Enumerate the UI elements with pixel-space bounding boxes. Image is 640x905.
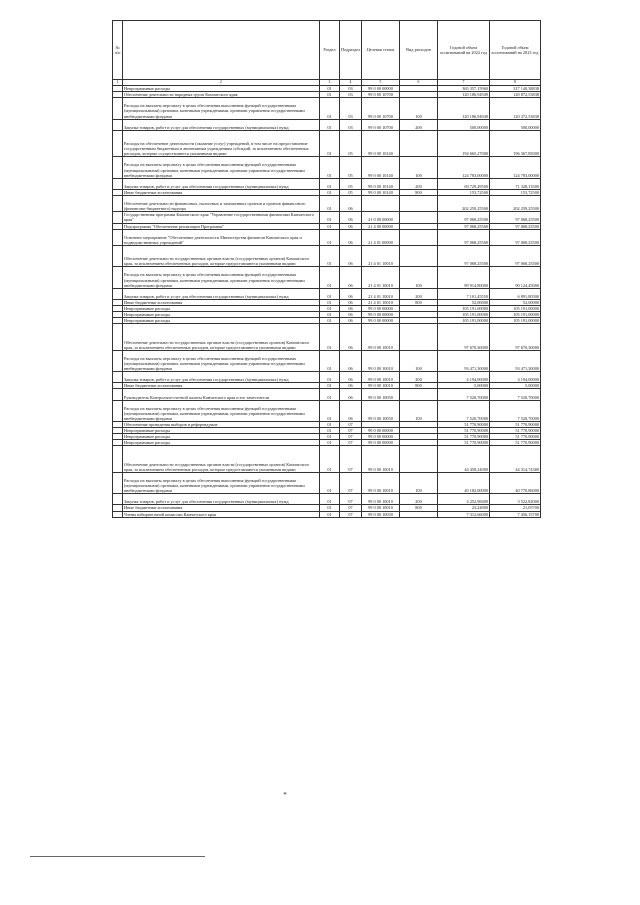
cell-section: 01: [320, 350, 340, 371]
cell-number: [113, 119, 123, 130]
cell-name: Закупка товаров, работ и услуг для обеспечения государственных (муниципальных) нужд: [123, 288, 320, 299]
cell-section: 01: [320, 299, 340, 305]
cell-kind: [400, 245, 438, 266]
cell-section: 01: [320, 428, 340, 434]
cell-target: 21 4 01 00000: [362, 229, 400, 245]
cell-subsection: 06: [340, 389, 362, 400]
cell-name: Непрограммные расходы: [123, 318, 320, 324]
cell-kind: [400, 196, 438, 212]
cell-2023: 120 872,53838: [490, 92, 541, 98]
cell-2023: 21,05700: [490, 505, 541, 511]
cell-target: 99 0 00 10010: [362, 350, 400, 371]
table-row: [113, 299, 541, 305]
cell-section: 01: [320, 86, 340, 92]
cell-name: Обеспечение деятельности народных групп Камчатского края: [123, 92, 320, 98]
cell-name: Обеспечение деятельности государственных органов власти (государственных органов) Камчатского края, за исключением обеспеченных расходов, которые предоставляются указанными видами: [123, 446, 320, 473]
cell-target: 21 4 01 10010: [362, 288, 400, 299]
table-row: [113, 511, 541, 517]
header-target: Целевая статья: [362, 21, 400, 80]
cell-section: 01: [320, 389, 340, 400]
cell-subsection: 03: [340, 98, 362, 119]
cell-2023: 52,00000: [490, 299, 541, 305]
table-row: [113, 229, 541, 245]
cell-name: Иные бюджетные ассигнования: [123, 189, 320, 195]
cell-name: Закупка товаров, работ и услуг для обеспечения государственных (муниципальных) нужд: [123, 119, 320, 130]
cell-number: [113, 245, 123, 266]
cell-2022: 97 068,25500: [438, 223, 490, 229]
cell-subsection: 07: [340, 494, 362, 505]
cell-2022: 4 194,00000: [438, 372, 490, 383]
cell-target: 99 0 00 10010: [362, 372, 400, 383]
budget-table-sheet: [112, 20, 540, 518]
cell-section: 01: [320, 229, 340, 245]
footer-divider: [30, 856, 205, 857]
cell-target: 21 4 00 00000: [362, 223, 400, 229]
table-row: [113, 212, 541, 223]
cell-2022: 5,00000: [438, 383, 490, 389]
cell-kind: 100: [400, 472, 438, 493]
cell-2023: 51 770,90000: [490, 440, 541, 446]
cell-2023: 196 367,85000: [490, 130, 541, 157]
cell-target: 99 0 00 00000: [362, 434, 400, 440]
cell-name: Непрограммные расходы: [123, 428, 320, 434]
cell-section: 01: [320, 400, 340, 421]
table-row: [113, 98, 541, 119]
table-body: [113, 86, 541, 518]
cell-kind: [400, 212, 438, 223]
cell-target: 99 0 00 10700: [362, 119, 400, 130]
cell-2023: 51 770,90000: [490, 434, 541, 440]
cell-subsection: 05: [340, 157, 362, 178]
cell-target: 99 0 00 10140: [362, 189, 400, 195]
index-cell: 5: [362, 80, 400, 86]
cell-subsection: 06: [340, 223, 362, 229]
cell-2022: 7 520,70000: [438, 389, 490, 400]
cell-number: [113, 494, 123, 505]
cell-2022: 105 191,00000: [438, 312, 490, 318]
cell-target: 99 0 00 10010: [362, 472, 400, 493]
cell-section: 01: [320, 440, 340, 446]
cell-number: [113, 472, 123, 493]
cell-2023: 7 520,70000: [490, 400, 541, 421]
cell-target: 99 0 00 10140: [362, 157, 400, 178]
table-row: [113, 196, 541, 212]
cell-2023: 500,00000: [490, 119, 541, 130]
cell-section: 01: [320, 223, 340, 229]
cell-kind: 100: [400, 400, 438, 421]
table-row: [113, 400, 541, 421]
cell-target: 99 0 00 00000: [362, 318, 400, 324]
cell-section: 01: [320, 178, 340, 189]
cell-subsection: 07: [340, 428, 362, 434]
index-cell: 4: [340, 80, 362, 86]
cell-2023: 51 770,90000: [490, 428, 541, 434]
cell-2022: 105 191,00000: [438, 305, 490, 311]
cell-2022: 23,24800: [438, 505, 490, 511]
cell-2022: 51 770,90000: [438, 440, 490, 446]
cell-subsection: 06: [340, 350, 362, 371]
cell-kind: 200: [400, 372, 438, 383]
cell-subsection: 05: [340, 130, 362, 157]
cell-name: Иные бюджетные ассигнования: [123, 299, 320, 305]
cell-section: 01: [320, 422, 340, 428]
cell-name: Члены избирательной комиссии Камчатского края: [123, 511, 320, 517]
cell-2023: 90 124,45000: [490, 267, 541, 288]
cell-target: 99 0 00 00000: [362, 86, 400, 92]
footer-mark: *: [283, 791, 287, 799]
cell-subsection: 07: [340, 446, 362, 473]
cell-section: 01: [320, 472, 340, 493]
cell-2022: 202 259,25500: [438, 196, 490, 212]
cell-subsection: 06: [340, 245, 362, 266]
cell-2023: 105 191,00000: [490, 312, 541, 318]
cell-2022: 51 770,90000: [438, 422, 490, 428]
cell-name: Иные бюджетные ассигнования: [123, 505, 320, 511]
cell-subsection: 06: [340, 267, 362, 288]
index-cell: 7: [438, 80, 490, 86]
cell-name: Обеспечение деятельности государственных органов власти (государственных органов) Камчатского края, за исключением обеспеченных расходов, которые предоставляются указанными видами: [123, 324, 320, 351]
cell-2022: 194 665,27000: [438, 130, 490, 157]
cell-2022: 44 458,24000: [438, 446, 490, 473]
cell-2022: 7 101,45550: [438, 288, 490, 299]
table-row: [113, 324, 541, 351]
cell-subsection: 06: [340, 305, 362, 311]
header-kind: Вид расходов: [400, 21, 438, 80]
cell-2023: 105 191,00000: [490, 318, 541, 324]
cell-number: [113, 98, 123, 119]
index-cell: 8: [490, 80, 541, 86]
index-cell: 3: [320, 80, 340, 86]
cell-name: Основное мероприятие "Обеспечение деятельности Министерства финансов Камчатского края и подведомственных учреждений": [123, 229, 320, 245]
cell-subsection: 06: [340, 288, 362, 299]
table-row: [113, 157, 541, 178]
cell-subsection: 06: [340, 400, 362, 421]
index-cell: 1: [113, 80, 123, 86]
cell-name: Иные бюджетные ассигнования: [123, 383, 320, 389]
cell-target: 99 0 00 10050: [362, 400, 400, 421]
cell-number: [113, 178, 123, 189]
cell-section: 01: [320, 157, 340, 178]
cell-number: [113, 389, 123, 400]
cell-2022: 52,00000: [438, 299, 490, 305]
cell-section: 01: [320, 372, 340, 383]
cell-kind: [400, 324, 438, 351]
cell-section: 01: [320, 288, 340, 299]
cell-subsection: 06: [340, 212, 362, 223]
cell-kind: 800: [400, 505, 438, 511]
cell-2022: 97 068,25500: [438, 245, 490, 266]
cell-subsection: 06: [340, 196, 362, 212]
table-row: [113, 389, 541, 400]
cell-number: [113, 372, 123, 383]
cell-2023: 6 891,80500: [490, 288, 541, 299]
cell-section: 01: [320, 446, 340, 473]
cell-2023: 7 520,70000: [490, 389, 541, 400]
table-row: [113, 130, 541, 157]
header-name: [123, 21, 320, 80]
cell-subsection: 07: [340, 511, 362, 517]
cell-section: 01: [320, 245, 340, 266]
cell-target: 99 0 00 10700: [362, 92, 400, 98]
cell-2022: 51 770,90000: [438, 434, 490, 440]
table-row: [113, 223, 541, 229]
cell-name: Непрограммные расходы: [123, 440, 320, 446]
cell-number: [113, 446, 123, 473]
cell-number: [113, 324, 123, 351]
cell-subsection: 06: [340, 372, 362, 383]
cell-kind: [400, 130, 438, 157]
cell-section: 01: [320, 434, 340, 440]
cell-subsection: 07: [340, 434, 362, 440]
cell-2022: 4 252,98400: [438, 494, 490, 505]
cell-subsection: 06: [340, 383, 362, 389]
cell-2023: 153,72500: [490, 189, 541, 195]
cell-target: 99 0 00 10010: [362, 505, 400, 511]
cell-target: 99 0 00 10140: [362, 178, 400, 189]
cell-section: 01: [320, 312, 340, 318]
cell-kind: 200: [400, 288, 438, 299]
cell-target: [362, 196, 400, 212]
cell-name: Обеспечение деятельности государственных органов власти (государственных органов) Камчатского края, за исключением обеспеченных расходов, которые предоставляются указанными видами: [123, 245, 320, 266]
cell-target: 99 0 00 10010: [362, 383, 400, 389]
index-cell: 2: [123, 80, 320, 86]
cell-subsection: 07: [340, 472, 362, 493]
cell-2022: 97 670,30000: [438, 324, 490, 351]
cell-section: 01: [320, 511, 340, 517]
cell-section: 01: [320, 505, 340, 511]
cell-target: 99 0 00 00000: [362, 305, 400, 311]
cell-number: [113, 288, 123, 299]
cell-2023: 5,00000: [490, 383, 541, 389]
cell-target: 99 0 00 00000: [362, 428, 400, 434]
cell-2023: 97 068,25500: [490, 229, 541, 245]
cell-name: Расходы на выплаты персоналу в целях обеспечения выполнения функций государственными (муниципальными) органами, казенными учреждениями, органами управления государственными внебюджетными фондами: [123, 350, 320, 371]
cell-kind: [400, 229, 438, 245]
cell-name: Закупка товаров, работ и услуг для обеспечения государственных (муниципальных) нужд: [123, 178, 320, 189]
header-2023: Годовой объем ассигнований на 2023 год: [490, 21, 541, 80]
cell-section: 01: [320, 267, 340, 288]
table-row: [113, 92, 541, 98]
cell-subsection: 06: [340, 299, 362, 305]
cell-section: 01: [320, 98, 340, 119]
cell-target: 21 4 01 10010: [362, 267, 400, 288]
cell-subsection: 06: [340, 229, 362, 245]
cell-2022: 7 520,70000: [438, 400, 490, 421]
table-row: [113, 189, 541, 195]
cell-name: Расходы на выплаты персоналу в целях обеспечения выполнения функций государственными (муниципальными) органами, казенными учреждениями, органами управления государственными внебюджетными фондами: [123, 400, 320, 421]
cell-subsection: 06: [340, 312, 362, 318]
cell-2023: 317 140,38838: [490, 86, 541, 92]
cell-2022: 120 186,94949: [438, 92, 490, 98]
cell-kind: [400, 511, 438, 517]
table-row: [113, 267, 541, 288]
cell-kind: 100: [400, 157, 438, 178]
cell-2022: 7 312,66000: [438, 511, 490, 517]
cell-kind: 100: [400, 267, 438, 288]
cell-subsection: 03: [340, 86, 362, 92]
cell-section: 01: [320, 318, 340, 324]
cell-2022: 93 471,30000: [438, 350, 490, 371]
cell-name: Расходы на выплаты персоналу в целях обеспечения выполнения функций государственными (муниципальными) органами, казенными учреждениями, органами управления государственными внебюджетными фондами: [123, 98, 320, 119]
table-row: [113, 178, 541, 189]
table-row: [113, 422, 541, 428]
cell-number: [113, 350, 123, 371]
cell-name: Расходы на выплаты персоналу в целях обеспечения выполнения функций государственными (муниципальными) органами, казенными учреждениями, органами управления государственными внебюджетными фондами: [123, 157, 320, 178]
cell-kind: 100: [400, 98, 438, 119]
cell-2022: 120 186,94949: [438, 98, 490, 119]
cell-name: Государственная программа Камчатского края "Управление государственными финансами Камчатского края": [123, 212, 320, 223]
cell-section: 01: [320, 130, 340, 157]
cell-target: 21 4 01 10010: [362, 299, 400, 305]
cell-2022: 105 191,00000: [438, 318, 490, 324]
cell-name: Руководитель Контрольно-счетной палаты Камчатского края и его заместители: [123, 389, 320, 400]
cell-number: [113, 511, 123, 517]
cell-subsection: 03: [340, 119, 362, 130]
table-row: [113, 383, 541, 389]
cell-kind: [400, 446, 438, 473]
cell-2023: 97 068,25500: [490, 245, 541, 266]
cell-number: [113, 212, 123, 223]
cell-subsection: 06: [340, 318, 362, 324]
cell-2022: 40 182,00000: [438, 472, 490, 493]
cell-target: 99 0 00 10700: [362, 98, 400, 119]
cell-section: 01: [320, 324, 340, 351]
table-row: [113, 446, 541, 473]
cell-2023: 93 471,30000: [490, 350, 541, 371]
header-subsection: Подраздел: [340, 21, 362, 80]
cell-section: 01: [320, 119, 340, 130]
cell-2022: 365 357,15960: [438, 86, 490, 92]
table-row: [113, 245, 541, 266]
cell-section: 01: [320, 494, 340, 505]
cell-kind: 200: [400, 178, 438, 189]
cell-target: 99 0 00 10010: [362, 324, 400, 351]
cell-name: Непрограммные расходы: [123, 86, 320, 92]
cell-kind: 200: [400, 494, 438, 505]
table-row: [113, 350, 541, 371]
table-row: [113, 288, 541, 299]
cell-2022: 153,72500: [438, 189, 490, 195]
cell-target: 99 0 00 10050: [362, 389, 400, 400]
cell-2023: 97 068,25500: [490, 223, 541, 229]
cell-section: 01: [320, 189, 340, 195]
cell-target: 21 0 00 00000: [362, 212, 400, 223]
cell-2023: 7 456,15700: [490, 511, 541, 517]
cell-name: Непрограммные расходы: [123, 305, 320, 311]
cell-name: Подпрограмма "Обеспечение реализации Программы": [123, 223, 320, 229]
cell-section: 01: [320, 212, 340, 223]
cell-name: Закупка товаров, работ и услуг для обеспечения государственных (муниципальных) нужд: [123, 372, 320, 383]
cell-section: 01: [320, 196, 340, 212]
cell-name: Расходы на выплаты персоналу в целях обеспечения выполнения функций государственными (муниципальными) органами, казенными учреждениями, органами управления государственными внебюджетными фондами: [123, 267, 320, 288]
cell-kind: 100: [400, 350, 438, 371]
cell-name: Закупка товаров, работ и услуг для обеспечения государственных (муниципальных) нужд: [123, 494, 320, 505]
cell-name: Обеспечение проведения выборов и референдумов: [123, 422, 320, 428]
cell-2023: 202 259,25500: [490, 196, 541, 212]
budget-table: [112, 20, 541, 518]
cell-target: 99 0 00 10010: [362, 446, 400, 473]
cell-target: 21 4 01 10010: [362, 245, 400, 266]
cell-2022: 89 914,80000: [438, 267, 490, 288]
header-row: [113, 21, 541, 80]
cell-section: 01: [320, 305, 340, 311]
cell-2023: 4 194,00000: [490, 372, 541, 383]
cell-2022: 97 068,25500: [438, 229, 490, 245]
cell-2023: 120 372,53838: [490, 98, 541, 119]
cell-kind: 800: [400, 383, 438, 389]
table-row: [113, 119, 541, 130]
cell-number: [113, 157, 123, 178]
cell-section: 01: [320, 92, 340, 98]
cell-kind: 800: [400, 299, 438, 305]
cell-subsection: 05: [340, 178, 362, 189]
header-2022: Годовой объем ассигнований на 2022 год: [438, 21, 490, 80]
cell-subsection: 03: [340, 92, 362, 98]
cell-target: 99 0 00 10030: [362, 511, 400, 517]
table-row: [113, 372, 541, 383]
cell-kind: [400, 389, 438, 400]
cell-kind: 800: [400, 189, 438, 195]
cell-2023: 44 314,74380: [490, 446, 541, 473]
cell-2023: 40 770,86000: [490, 472, 541, 493]
header-number: № п/п: [113, 21, 123, 80]
cell-2023: 105 191,00000: [490, 305, 541, 311]
cell-section: 01: [320, 383, 340, 389]
cell-subsection: 07: [340, 422, 362, 428]
cell-target: 99 0 00 00000: [362, 312, 400, 318]
cell-name: Расходы на обеспечение деятельности (оказание услуг) учреждений, в том числе на предоставление государственным бюджетным и автономным учреждениям субсидий, за исключением обеспеченных расходов, которые осуществляются указанными видами: [123, 130, 320, 157]
cell-target: 99 0 00 10010: [362, 494, 400, 505]
cell-2023: 51 770,90000: [490, 422, 541, 428]
cell-name: Непрограммные расходы: [123, 434, 320, 440]
cell-2023: 124 783,00000: [490, 157, 541, 178]
cell-name: Непрограммные расходы: [123, 312, 320, 318]
cell-number: [113, 229, 123, 245]
cell-2022: 500,00000: [438, 119, 490, 130]
header-section: Раздел: [320, 21, 340, 80]
table-row: [113, 505, 541, 511]
cell-2022: 97 068,25500: [438, 212, 490, 223]
cell-subsection: 07: [340, 440, 362, 446]
cell-2023: 97 068,25500: [490, 212, 541, 223]
cell-name: Обеспечение деятельности финансовых, налоговых и таможенных органов и органов финансового (финансово-бюджетного) надзора: [123, 196, 320, 212]
cell-subsection: 07: [340, 505, 362, 511]
cell-2022: 124 783,00000: [438, 157, 490, 178]
cell-number: [113, 196, 123, 212]
cell-2023: 97 670,30000: [490, 324, 541, 351]
cell-2023: 71 328,13500: [490, 178, 541, 189]
table-row: [113, 472, 541, 493]
table-row: [113, 494, 541, 505]
cell-number: [113, 130, 123, 157]
cell-name: Расходы на выплаты персоналу в целях обеспечения выполнения функций государственными (муниципальными) органами, казенными учреждениями, органами управления государственными внебюджетными фондами: [123, 472, 320, 493]
cell-target: 99 0 00 10140: [362, 130, 400, 157]
cell-target: 99 0 00 00000: [362, 440, 400, 446]
cell-2023: 3 522,82000: [490, 494, 541, 505]
cell-subsection: 06: [340, 324, 362, 351]
cell-2022: 51 770,90000: [438, 428, 490, 434]
cell-number: [113, 400, 123, 421]
cell-number: [113, 267, 123, 288]
cell-2022: 69 729,49500: [438, 178, 490, 189]
index-cell: 6: [400, 80, 438, 86]
cell-kind: 200: [400, 119, 438, 130]
cell-subsection: 05: [340, 189, 362, 195]
